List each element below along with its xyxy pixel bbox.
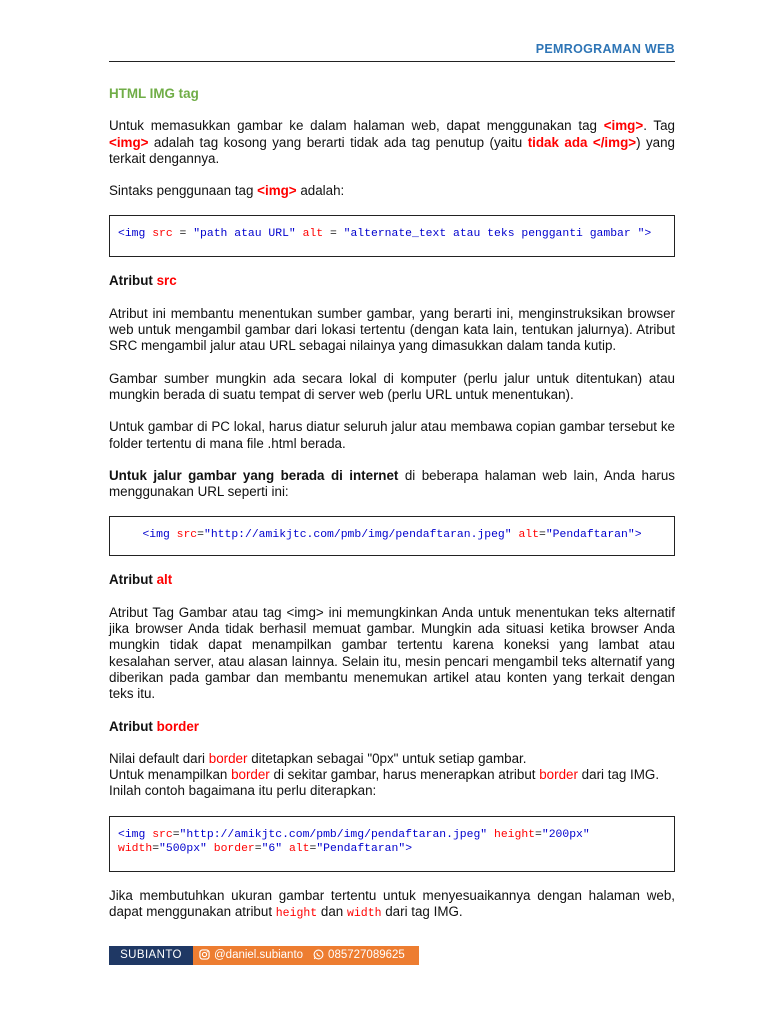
intro-text-3: adalah tag kosong yang berarti tidak ada tag penutup (yaitu [148, 134, 528, 150]
closing-text-2: dan [317, 904, 347, 920]
code-equals: = [197, 529, 204, 542]
syntax-paragraph [109, 183, 675, 199]
src-paragraph-1: Atribut ini membantu menentukan sumber gambar, yang berarti ini, menginstruksikan browser web untuk mengambil gambar dari lokasi tertentu (dengan kata lain, tentukan jalurnya). Atribut SRC mengambil jalur atau URL sebagai nilainya yang dimasukkan dalam tanda kutip. [109, 305, 675, 354]
closing-tag-keyword: tidak ada </img> [527, 134, 637, 150]
whatsapp-icon [313, 946, 324, 965]
document-body [109, 86, 675, 938]
border-keyword: border [539, 767, 578, 783]
code-value-src: "http://amikjtc.com/pmb/img/pendaftaran.jpeg" [179, 828, 488, 841]
src-paragraph-3: Untuk gambar di PC lokal, harus diatur seluruh jalur atau membawa copian gambar tersebut ke folder tertentu di mana file .html berada. [109, 419, 675, 451]
code-value-border: "6" [261, 842, 283, 855]
code-attr-alt: alt [302, 228, 324, 241]
src-heading-keyword: src [156, 273, 177, 289]
alt-heading-label: Atribut [109, 572, 157, 588]
img-tag-keyword: <img> [109, 134, 149, 150]
section-title: HTML IMG tag [109, 86, 199, 101]
url-code-block [109, 516, 675, 556]
code-attr-src: src [176, 529, 198, 542]
border-line-3: Inilah contoh bagaimana itu perlu diterapkan: [109, 783, 377, 799]
code-value-height: "200px" [541, 828, 590, 841]
border-code-block [109, 816, 675, 872]
code-attr-src: src [152, 228, 173, 241]
intro-text-4: ) yang terkait dengannya. [109, 134, 675, 166]
intro-text-2: . Tag [643, 118, 675, 134]
border-keyword: border [208, 750, 248, 766]
code-equals: = [254, 842, 262, 855]
code-attr-border: border [213, 842, 255, 855]
code-value-alt: "Pendaftaran" [316, 842, 406, 855]
border-keyword: border [231, 767, 270, 783]
intro-text-1: Untuk memasukkan gambar ke dalam halaman web, dapat menggunakan tag [109, 118, 604, 134]
src-paragraph-4-rest: di beberapa halaman web lain, Anda harus menggunakan URL seperti ini: [109, 467, 675, 500]
code-equals: = [323, 228, 344, 241]
alt-paragraph: Atribut Tag Gambar atau tag <img> ini memungkinkan Anda untuk menentukan teks alternatif jika browser Anda tidak berhasil memuat gambar. Mungkin ada situasi ketika browser Anda mungkin tidak dapat menampilkan gambar tertentu karena koneksi yang lambat atau kesalahan server, atau alasan lainnya. Selain itu, mesin pencari mengambil teks alternatif yang diberikan pada gambar dan membantu menemukan artikel atau konten yang terkait dengan teks itu. [109, 604, 675, 702]
code-tag-open: <img [142, 529, 177, 542]
code-equals: = [152, 842, 160, 855]
closing-paragraph [109, 888, 675, 923]
code-tag-close: > [634, 529, 642, 542]
header-title: PEMROGRAMAN WEB [535, 42, 675, 56]
code-equals: = [172, 828, 180, 841]
border-heading-keyword: border [156, 718, 200, 734]
code-equals: = [172, 228, 194, 241]
border-line-1c: ditetapkan sebagai "0px" untuk setiap gambar. [247, 750, 527, 766]
border-heading-label: Atribut [109, 718, 157, 734]
code-value-src: "path atau URL" [193, 228, 296, 241]
page-header [109, 42, 675, 62]
code-tag-open: <img [118, 828, 153, 841]
code-value-src: "http://amikjtc.com/pmb/img/pendaftaran.jpeg" [204, 529, 512, 542]
border-paragraph [109, 751, 675, 800]
instagram-handle: @daniel.subianto [214, 949, 304, 961]
syntax-text-1: Sintaks penggunaan tag [109, 183, 258, 199]
code-tag-open: <img [118, 228, 153, 241]
closing-text-3: dari tag IMG. [381, 904, 463, 920]
code-equals: = [309, 842, 317, 855]
src-heading [109, 273, 675, 289]
code-value-alt: "alternate_text atau teks pengganti gambar " [343, 228, 645, 241]
code-attr-width: width [118, 842, 153, 855]
code-attr-alt: alt [518, 529, 539, 542]
phone-number: 085727089625 [328, 949, 405, 961]
src-heading-label: Atribut [109, 273, 157, 289]
code-value-alt: "Pendaftaran" [545, 529, 635, 542]
code-attr-src: src [152, 828, 173, 841]
border-line-1a: Nilai default dari [109, 750, 209, 766]
width-keyword: width [346, 907, 382, 921]
src-paragraph-2: Gambar sumber mungkin ada secara lokal di komputer (perlu jalur untuk ditentukan) atau mungkin berada di suatu tempat di server web (perlu URL untuk menentukan). [109, 370, 675, 402]
code-space [296, 228, 303, 240]
border-line-2a: Untuk menampilkan [109, 767, 232, 783]
img-tag-keyword: <img> [603, 118, 644, 134]
border-line-2c: di sekitar gambar, harus menerapkan atribut [269, 767, 540, 783]
code-value-width: "500px" [159, 842, 207, 855]
code-attr-alt: alt [288, 842, 310, 855]
code-attr-height: height [494, 828, 536, 841]
border-heading [109, 719, 675, 735]
alt-heading-keyword: alt [156, 572, 173, 588]
closing-text-1: Jika membutuhkan ukuran gambar tertentu untuk menyesuaikannya dengan halaman web, dapat menggunakan atribut [109, 887, 675, 920]
code-equals: = [538, 529, 546, 542]
author-name: SUBIANTO [109, 946, 193, 965]
height-keyword: height [275, 907, 318, 921]
syntax-code-block [109, 215, 675, 257]
border-line-2e: dari tag IMG. [577, 767, 660, 783]
src-paragraph-4-bold: Untuk jalur gambar yang berada di internet [109, 467, 399, 483]
code-tag-close: > [405, 842, 413, 855]
code-equals: = [535, 828, 542, 841]
syntax-text-2: adalah: [296, 183, 345, 199]
src-paragraph-4 [109, 468, 675, 501]
instagram-icon [199, 946, 210, 965]
author-contact [193, 946, 419, 965]
page-footer [109, 946, 419, 965]
alt-heading [109, 572, 675, 588]
code-tag-close: > [644, 228, 652, 241]
intro-paragraph [109, 118, 675, 167]
img-tag-keyword: <img> [257, 183, 297, 199]
